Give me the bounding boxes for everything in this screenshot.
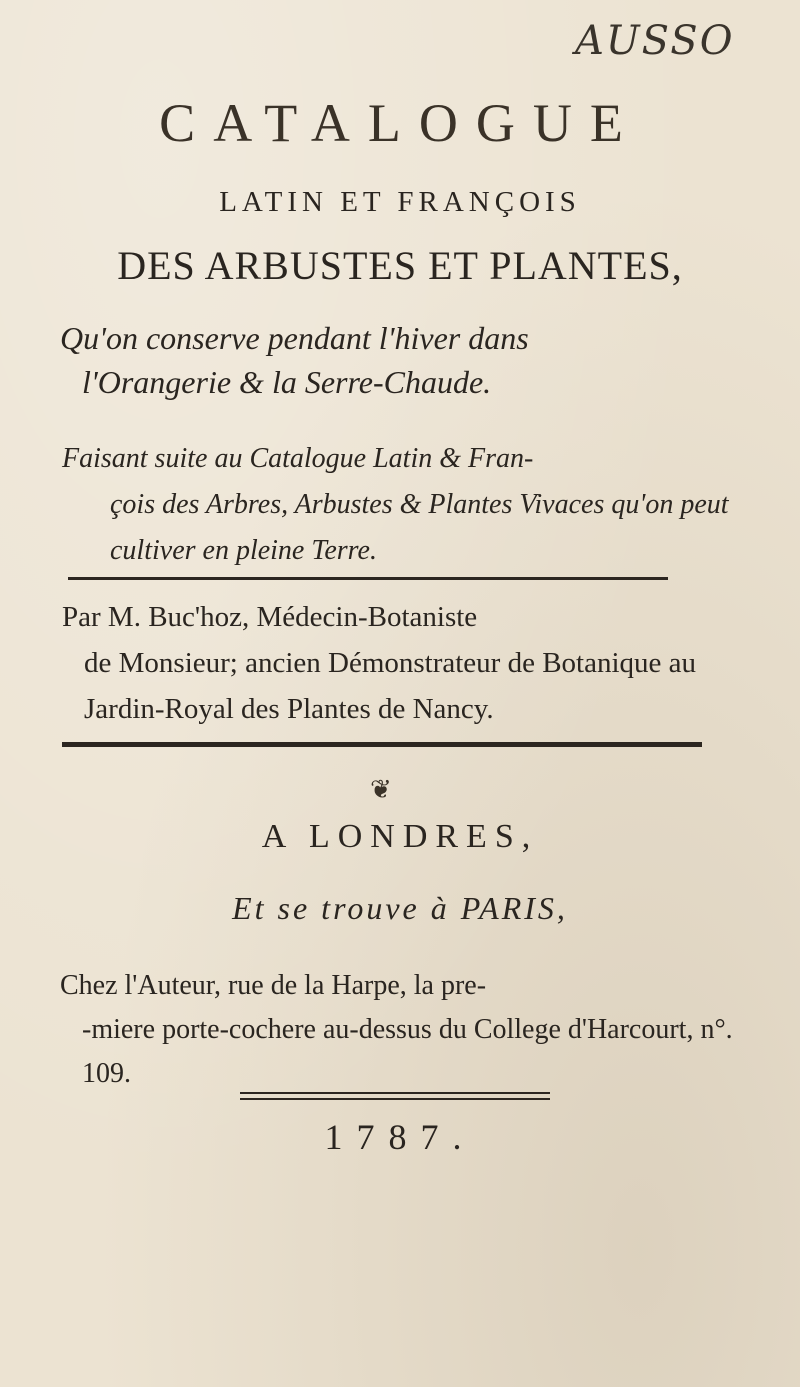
imprint-address-continuation: -miere porte-cochere au-dessus du College d'Harcourt, n°. 109.	[82, 1014, 733, 1089]
printer-ornament: ❦	[370, 775, 392, 805]
author-paragraph	[62, 594, 742, 732]
faisant-suite-paragraph	[62, 436, 742, 574]
handwritten-shelfmark: AUSSO	[575, 18, 735, 64]
imprint-address-first: Chez l'Auteur, rue de la Harpe, la pre-	[60, 970, 487, 1001]
author-continuation: de Monsieur; ancien Démonstrateur de Botanique au Jardin-Royal des Plantes de Nancy.	[84, 647, 697, 725]
author-first-line: Par M. Buc'hoz, Médecin-Botaniste	[62, 601, 478, 633]
divider-rule-1	[68, 577, 668, 580]
imprint-city: A LONDRES,	[261, 818, 539, 855]
title-arbustes-plantes: DES ARBUSTES ET PLANTES,	[117, 243, 683, 288]
title-catalogue: CATALOGUE	[159, 93, 641, 153]
subtitle-line-1: Qu'on conserve pendant l'hiver dans	[60, 320, 529, 356]
subtitle-line-2: l'Orangerie & la Serre-Chaude.	[82, 364, 492, 400]
divider-rule-2	[62, 742, 702, 747]
divider-rule-3b	[240, 1098, 550, 1100]
imprint-address	[60, 964, 750, 1096]
faisant-first-line: Faisant suite au Catalogue Latin & Fran-	[62, 443, 534, 474]
imprint-year: 1787.	[324, 1117, 476, 1157]
title-latin-francois: LATIN ET FRANÇOIS	[219, 186, 581, 218]
subtitle-block	[60, 316, 700, 404]
imprint-paris: Et se trouve à PARIS,	[232, 890, 568, 926]
faisant-continuation: çois des Arbres, Arbustes & Plantes Vivaces qu'on peut cultiver en pleine Terre.	[110, 489, 729, 566]
divider-rule-3a	[240, 1092, 550, 1094]
